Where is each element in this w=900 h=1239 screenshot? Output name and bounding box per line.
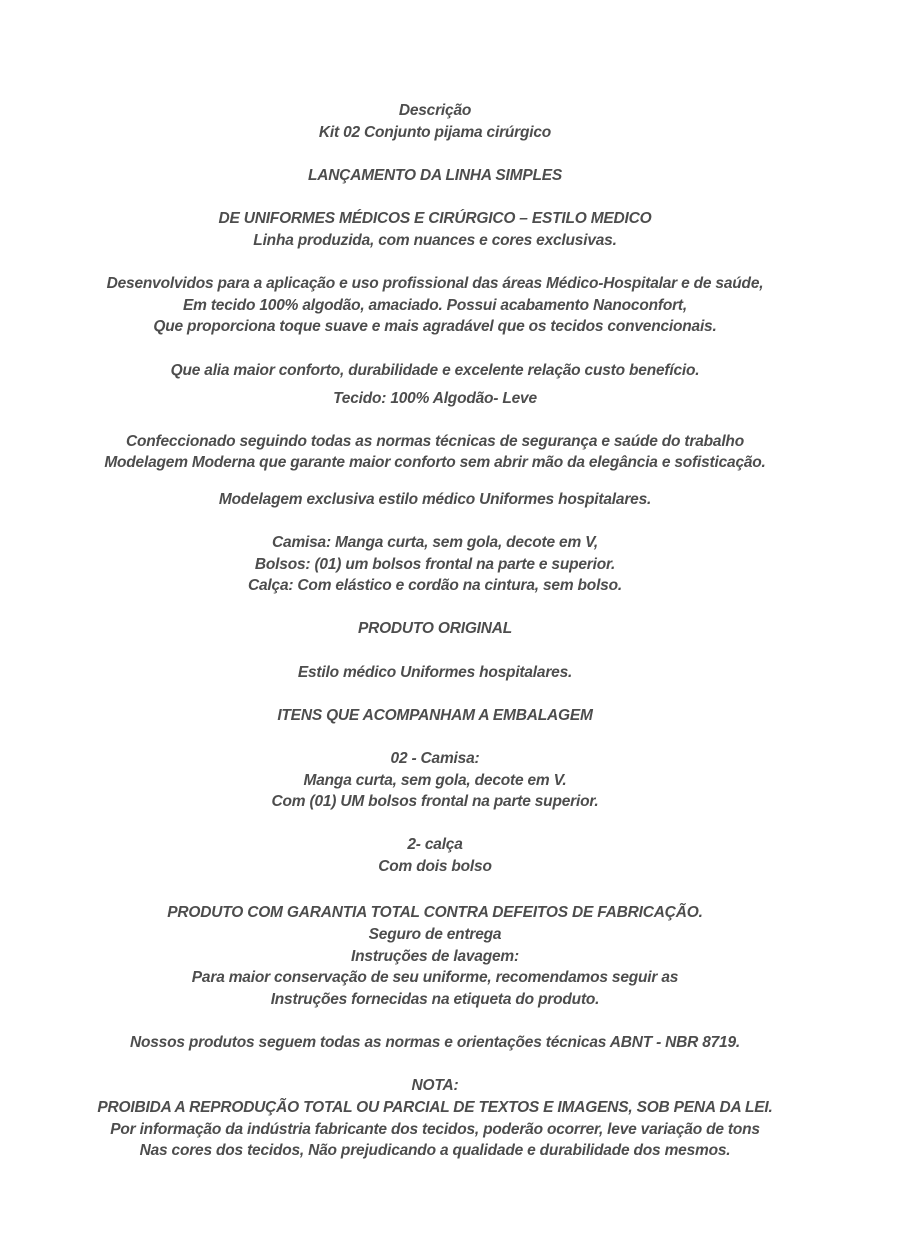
color-variation-notice-2: Nas cores dos tecidos, Não prejudicando a qualidade e durabilidade dos mesmos.	[139, 1142, 731, 1159]
pockets-spec: Bolsos: (01) um bolsos frontal na parte e superior.	[254, 556, 616, 573]
comfort-text: Que alia maior conforto, durabilidade e excelente relação custo benefício.	[170, 362, 700, 379]
color-variation-notice: Por informação da indústria fabricante dos tecidos, poderão ocorrer, leve variação de tons	[110, 1121, 760, 1138]
line-subheading: DE UNIFORMES MÉDICOS E CIRÚRGICO – ESTILO MEDICO	[218, 210, 652, 227]
abnt-standards-text: Nossos produtos seguem todas as normas e orientações técnicas ABNT - NBR 8719.	[129, 1034, 741, 1051]
style-text: Estilo médico Uniformes hospitalares.	[297, 664, 573, 681]
washing-heading: Instruções de lavagem:	[351, 948, 519, 965]
product-title: Kit 02 Conjunto pijama cirúrgico	[318, 124, 552, 141]
fabric-text: Em tecido 100% algodão, amaciado. Possui acabamento Nanoconfort,	[183, 297, 687, 314]
touch-text: Que proporciona toque suave e mais agradável que os tecidos convencionais.	[153, 318, 717, 335]
delivery-insurance: Seguro de entrega	[368, 926, 502, 943]
original-product-heading: PRODUTO ORIGINAL	[357, 620, 513, 637]
description-heading: Descrição	[398, 102, 472, 119]
application-text: Desenvolvidos para a aplicação e uso profissional das áreas Médico-Hospitalar e de saúde,	[106, 275, 764, 292]
line-description: Linha produzida, com nuances e cores exclusivas.	[253, 232, 617, 249]
package-items-heading: ITENS QUE ACOMPANHAM A EMBALAGEM	[277, 707, 593, 724]
fabric-composition: Tecido: 100% Algodão- Leve	[333, 390, 537, 407]
shirt-spec: Camisa: Manga curta, sem gola, decote em V,	[272, 534, 598, 551]
pants-spec: Calça: Com elástico e cordão na cintura, sem bolso.	[248, 577, 622, 594]
launch-heading: LANÇAMENTO DA LINHA SIMPLES	[307, 167, 563, 184]
standards-text: Confeccionado seguindo todas as normas técnicas de segurança e saúde do trabalho	[126, 433, 744, 450]
washing-text-2: Instruções fornecidas na etiqueta do produto.	[270, 991, 600, 1008]
item-shirt-pocket: Com (01) UM bolsos frontal na parte superior.	[271, 793, 599, 810]
exclusive-style-text: Modelagem exclusiva estilo médico Uniformes hospitalares.	[218, 491, 652, 508]
reproduction-notice: PROIBIDA A REPRODUÇÃO TOTAL OU PARCIAL DE TEXTOS E IMAGENS, SOB PENA DA LEI.	[97, 1099, 773, 1116]
warranty-heading: PRODUTO COM GARANTIA TOTAL CONTRA DEFEITOS DE FABRICAÇÃO.	[167, 904, 703, 921]
item-pants-title: 2- calça	[407, 836, 463, 853]
note-heading: NOTA:	[411, 1077, 459, 1094]
item-shirt-detail: Manga curta, sem gola, decote em V.	[303, 772, 567, 789]
item-shirt-title: 02 - Camisa:	[390, 750, 480, 767]
item-pants-detail: Com dois bolso	[378, 858, 492, 875]
washing-text-1: Para maior conservação de seu uniforme, recomendamos seguir as	[191, 969, 679, 986]
modeling-text: Modelagem Moderna que garante maior conforto sem abrir mão da elegância e sofisticação.	[104, 454, 766, 471]
